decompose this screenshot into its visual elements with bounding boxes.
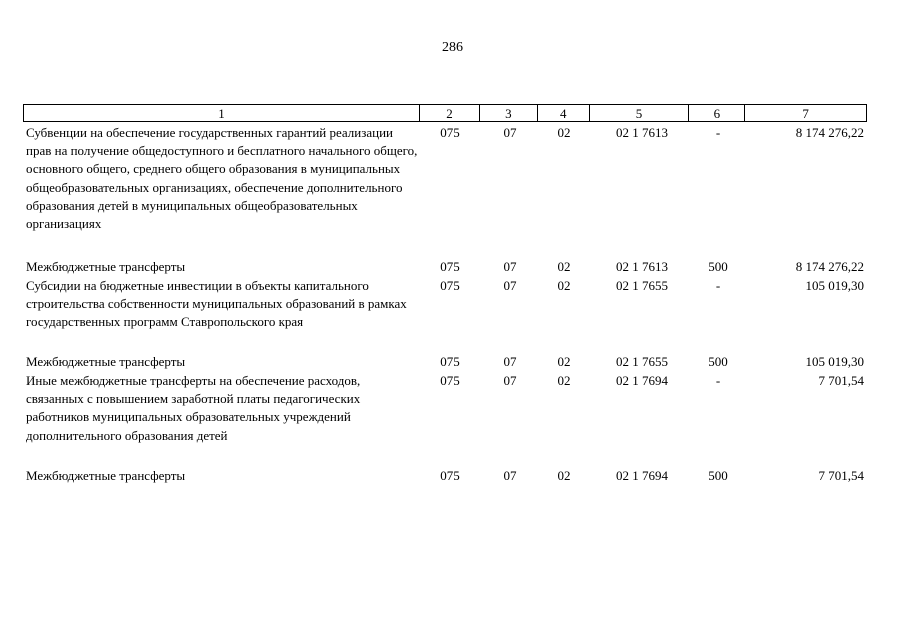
row-col-2: 075 bbox=[440, 125, 460, 140]
row-description: Субсидии на бюджетные инвестиции в объекты капитального строительства собственности муниципальных образований в рамках государственных программ Ставропольского края bbox=[26, 278, 407, 330]
row-col-3: 07 bbox=[503, 468, 517, 483]
row-col-2: 075 bbox=[440, 278, 460, 293]
row-col-5: 02 1 7694 bbox=[616, 468, 668, 483]
row-description: Межбюджетные трансферты bbox=[26, 468, 186, 483]
row-col-3: 07 bbox=[503, 125, 517, 140]
row-col-3: 07 bbox=[503, 259, 517, 274]
row-col-6: 500 bbox=[708, 354, 728, 369]
row-col-2: 075 bbox=[440, 468, 460, 483]
header-col-1: 1 bbox=[24, 105, 420, 121]
page-number: 286 bbox=[442, 40, 463, 55]
header-col-3: 3 bbox=[480, 105, 538, 121]
row-col-3: 07 bbox=[503, 354, 517, 369]
row-description: Межбюджетные трансферты bbox=[26, 354, 186, 369]
row-col-7: 8 174 276,22 bbox=[795, 259, 864, 274]
row-col-5: 02 1 7655 bbox=[616, 354, 668, 369]
row-col-7: 7 701,54 bbox=[818, 468, 864, 483]
header-col-2: 2 bbox=[420, 105, 480, 121]
table-header bbox=[23, 104, 867, 122]
row-col-7: 8 174 276,22 bbox=[795, 125, 864, 140]
row-col-4: 02 bbox=[557, 354, 571, 369]
row-col-5: 02 1 7613 bbox=[616, 125, 668, 140]
header-col-7: 7 bbox=[802, 106, 809, 121]
header-col-4: 4 bbox=[538, 105, 590, 121]
row-col-3: 07 bbox=[503, 373, 517, 388]
row-col-5: 02 1 7613 bbox=[616, 259, 668, 274]
row-description: Иные межбюджетные трансферты на обеспечение расходов, связанных с повышением заработной платы педагогических работников муниципальных образовательных учреждений дополнительного образования детей bbox=[26, 373, 361, 443]
row-col-2: 075 bbox=[440, 259, 460, 274]
header-col-5: 5 bbox=[590, 105, 690, 121]
row-col-5: 02 1 7694 bbox=[616, 373, 668, 388]
row-col-6: 500 bbox=[708, 468, 728, 483]
row-col-6: - bbox=[715, 125, 721, 140]
row-col-7: 7 701,54 bbox=[818, 373, 864, 388]
header-col-6: 6 bbox=[689, 105, 745, 121]
row-description: Межбюджетные трансферты bbox=[26, 259, 186, 274]
row-col-3: 07 bbox=[503, 278, 517, 293]
row-col-7: 105 019,30 bbox=[805, 354, 864, 369]
row-col-6: - bbox=[715, 278, 721, 293]
row-col-5: 02 1 7655 bbox=[616, 278, 668, 293]
row-col-4: 02 bbox=[557, 373, 571, 388]
row-col-4: 02 bbox=[557, 125, 571, 140]
row-description: Субвенции на обеспечение государственных гарантий реализации прав на получение общедоступного и бесплатного начального общего, основного общего, среднего общего образования в муниципальных общеобразовательных организациях, обеспечение дополнительного образования детей в муниципальных общеобразовательных организациях bbox=[26, 125, 418, 232]
row-col-2: 075 bbox=[440, 354, 460, 369]
row-col-2: 075 bbox=[440, 373, 460, 388]
row-col-4: 02 bbox=[557, 278, 571, 293]
row-col-6: - bbox=[715, 373, 721, 388]
row-col-4: 02 bbox=[557, 468, 571, 483]
row-col-4: 02 bbox=[557, 259, 571, 274]
row-col-7: 105 019,30 bbox=[805, 278, 864, 293]
row-col-6: 500 bbox=[708, 259, 728, 274]
